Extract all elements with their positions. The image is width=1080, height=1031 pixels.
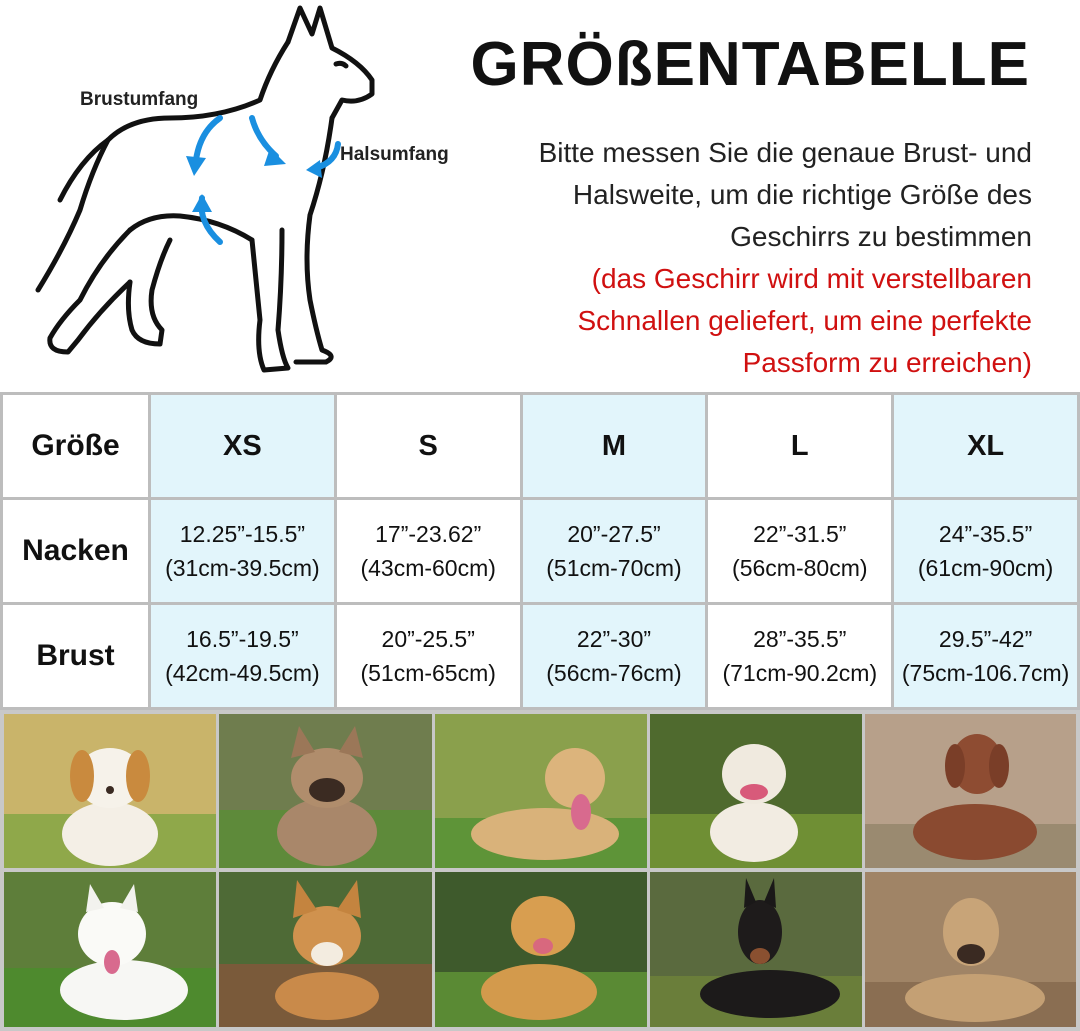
- dog-photo-great-dane: [865, 872, 1076, 1027]
- neck-cm: (61cm-90cm): [917, 555, 1054, 581]
- chest-inches: 20”-25.5”: [381, 626, 475, 652]
- row-label-size: Größe: [3, 395, 148, 497]
- size-table: [0, 392, 1080, 710]
- dog-outline-illustration: [20, 0, 480, 392]
- instruction-line: Geschirrs zu bestimmen: [730, 221, 1032, 252]
- row-label-neck: Nacken: [3, 500, 148, 602]
- neck-cm: (51cm-70cm): [546, 555, 682, 581]
- neck-cm: (43cm-60cm): [360, 555, 496, 581]
- chest-inches: 28”-35.5”: [753, 626, 847, 652]
- note-line: Schnallen geliefert, um eine perfekte: [577, 305, 1032, 336]
- size-chart-table: [0, 392, 1080, 710]
- dog-photo-doberman: [650, 872, 862, 1027]
- dog-photo-grid: [0, 710, 1080, 1031]
- dog-photo-staffordshire: [650, 714, 862, 868]
- neck-cm: (56cm-80cm): [732, 555, 868, 581]
- chest-cell-xl: [894, 605, 1077, 707]
- chest-girth-label: Brustumfang: [80, 89, 199, 110]
- row-label-chest: Brust: [3, 605, 148, 707]
- chest-cm: (56cm-76cm): [546, 660, 682, 686]
- neck-inches: 22”-31.5”: [753, 521, 847, 547]
- neck-inches: 24”-35.5”: [938, 521, 1033, 547]
- size-cell-l: L: [708, 395, 891, 497]
- note-line: Passform zu erreichen): [742, 347, 1032, 378]
- size-cell-s: S: [337, 395, 520, 497]
- neck-inches: 17”-23.62”: [375, 521, 482, 547]
- neck-cell-xl: [894, 500, 1077, 602]
- dog-photo-vizsla: [865, 714, 1076, 868]
- instruction-line: Halsweite, um die richtige Größe des: [572, 179, 1032, 210]
- note-line: (das Geschirr wird mit verstellbaren: [591, 263, 1032, 294]
- neck-cell-s: [337, 500, 520, 602]
- dog-photo-beagle-puppy: [4, 714, 216, 868]
- chest-cell-s: [337, 605, 520, 707]
- header-section: [0, 0, 1080, 392]
- size-cell-m: M: [523, 395, 706, 497]
- chest-cell-xs: [151, 605, 334, 707]
- chest-cm: (71cm-90.2cm): [722, 660, 878, 686]
- neck-inches: 12.25”-15.5”: [179, 521, 306, 547]
- page-title: GRÖßENTABELLE: [470, 30, 1030, 99]
- dog-photo-labrador: [435, 714, 647, 868]
- chest-cm: (42cm-49.5cm): [165, 660, 320, 686]
- table-row-neck: [3, 500, 1077, 602]
- size-cell-xs: XS: [151, 395, 334, 497]
- chest-inches: 22”-30”: [576, 626, 652, 652]
- table-row-chest: [3, 605, 1077, 707]
- dog-photo-french-bulldog: [219, 714, 432, 868]
- neck-inches: 20”-27.5”: [567, 521, 661, 547]
- size-cell-xl: XL: [894, 395, 1077, 497]
- chest-inches: 16.5”-19.5”: [186, 626, 299, 652]
- chest-cell-l: [708, 605, 891, 707]
- chest-cm: (51cm-65cm): [360, 660, 496, 686]
- chest-cm: (75cm-106.7cm): [901, 660, 1070, 686]
- neck-cm: (31cm-39.5cm): [165, 555, 320, 581]
- chest-cell-m: [523, 605, 706, 707]
- neck-girth-label: Halsumfang: [340, 144, 449, 165]
- neck-cell-xs: [151, 500, 334, 602]
- dog-photo-golden-retriever: [435, 872, 647, 1027]
- chest-inches: 29.5”-42”: [938, 626, 1033, 652]
- neck-cell-l: [708, 500, 891, 602]
- neck-cell-m: [523, 500, 706, 602]
- table-row-size: [3, 395, 1077, 497]
- dog-photo-westie: [4, 872, 216, 1027]
- dog-photo-corgi: [219, 872, 432, 1027]
- instructions-text: [472, 132, 1032, 384]
- instruction-line: Bitte messen Sie die genaue Brust- und: [538, 137, 1032, 168]
